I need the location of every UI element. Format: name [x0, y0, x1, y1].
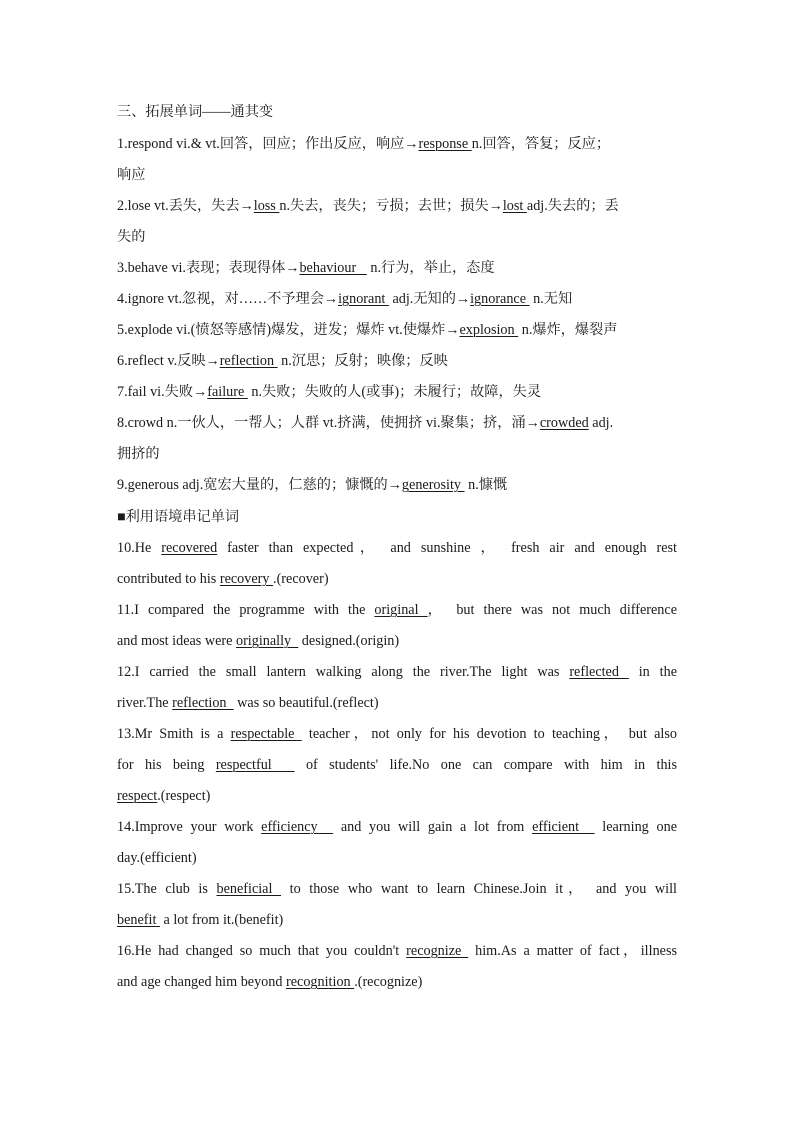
answer-blank: benefit [117, 912, 160, 928]
vocab-item-2: 2.lose vt.丢失，失去→loss n.失去，丧失；亏损；去世；损失→lost adj.失去的；丢 失的 [117, 198, 619, 245]
vocab-item-3: 3.behave vi.表现；表现得体→behaviour n.行为，举止，态度 [117, 260, 495, 276]
answer-blank: ignorant [338, 291, 389, 307]
answer-blank: beneficial [216, 881, 282, 897]
answer-blank: recognition [286, 974, 355, 990]
sentence-15: 15.The club is beneficial to those who want to learn Chinese.Join it， and you will benefit a lot from it.(benefit) [117, 881, 677, 928]
vocab-item-5: 5.explode vi.(愤怒等感情)爆发，迸发；爆炸 vt.使爆炸→explosion n.爆炸，爆裂声 [117, 322, 618, 338]
subsection-title: ■利用语境串记单词 [117, 509, 240, 525]
sentence-13: 13.Mr Smith is a respectable teacher，not only for his devotion to teaching， but also for his being respectful of students' life.No one can compare with him in this respect.(respect) [117, 726, 678, 804]
sentence-11: 11.I compared the programme with the original ， but there was not much difference and most ideas were originally designed.(origin) [117, 602, 677, 649]
answer-blank: generosity [401, 477, 465, 493]
answer-blank: recovery [219, 571, 274, 587]
answer-blank: efficient [532, 819, 595, 835]
answer-blank: respect [117, 788, 158, 804]
answer-blank: failure [207, 384, 248, 400]
vocab-item-4: 4.ignore vt.忽视，对……不予理会→ignorant adj.无知的→ignorance n.无知 [117, 291, 573, 307]
section-title: 三、拓展单词——通其变 [117, 104, 274, 120]
answer-blank: recovered [161, 540, 218, 556]
answer-blank: respectable [230, 726, 302, 742]
answer-blank: reflection [219, 353, 278, 369]
vocab-item-6: 6.reflect v.反映→reflection n.沉思；反射；映像；反映 [117, 353, 448, 369]
answer-blank: original [374, 602, 428, 618]
answer-blank: explosion [459, 322, 519, 338]
answer-blank: recognize [406, 943, 469, 959]
answer-blank: efficiency [261, 819, 334, 835]
answer-blank: originally [235, 633, 299, 649]
vocab-item-9: 9.generous adj.宽宏大量的，仁慈的；慷慨的→generosity n.慷慨 [117, 477, 508, 493]
answer-blank: response [418, 136, 472, 152]
answer-blank: crowded [539, 415, 589, 431]
worksheet-page [117, 98, 677, 998]
sentence-14: 14.Improve your work efficiency and you will gain a lot from efficient learning one day.(efficient) [117, 819, 677, 866]
answer-blank: lost [502, 198, 527, 214]
answer-blank: ignorance [470, 291, 530, 307]
answer-blank: respectful [215, 757, 295, 773]
vocab-item-7: 7.fail vi.失败→failure n.失败；失败的人(或事)；未履行；故障，失灵 [117, 384, 542, 400]
answer-blank: reflected [569, 664, 629, 680]
sentence-10: 10.He recovered faster than expected， and sunshine ， fresh air and enough rest contributed to his recovery .(recover) [117, 540, 677, 587]
sentence-16: 16.He had changed so much that you couldn't recognize him.As a matter of fact，illness and age changed him beyond recognition .(recognize) [117, 943, 677, 990]
vocab-item-8: 8.crowd n.一伙人，一帮人；人群 vt.挤满，使拥挤 vi.聚集；挤，涌→crowded adj. 拥挤的 [117, 415, 614, 462]
answer-blank: behaviour [299, 260, 367, 276]
sentence-12: 12.I carried the small lantern walking along the river.The light was reflected in the river.The reflection was so beautiful.(reflect) [117, 664, 677, 711]
answer-blank: reflection [172, 695, 234, 711]
answer-blank: loss [253, 198, 280, 214]
vocab-item-1: 1.respond vi.& vt.回答，回应；作出反应，响应→response n.回答，答复；反应； 响应 [117, 136, 611, 183]
